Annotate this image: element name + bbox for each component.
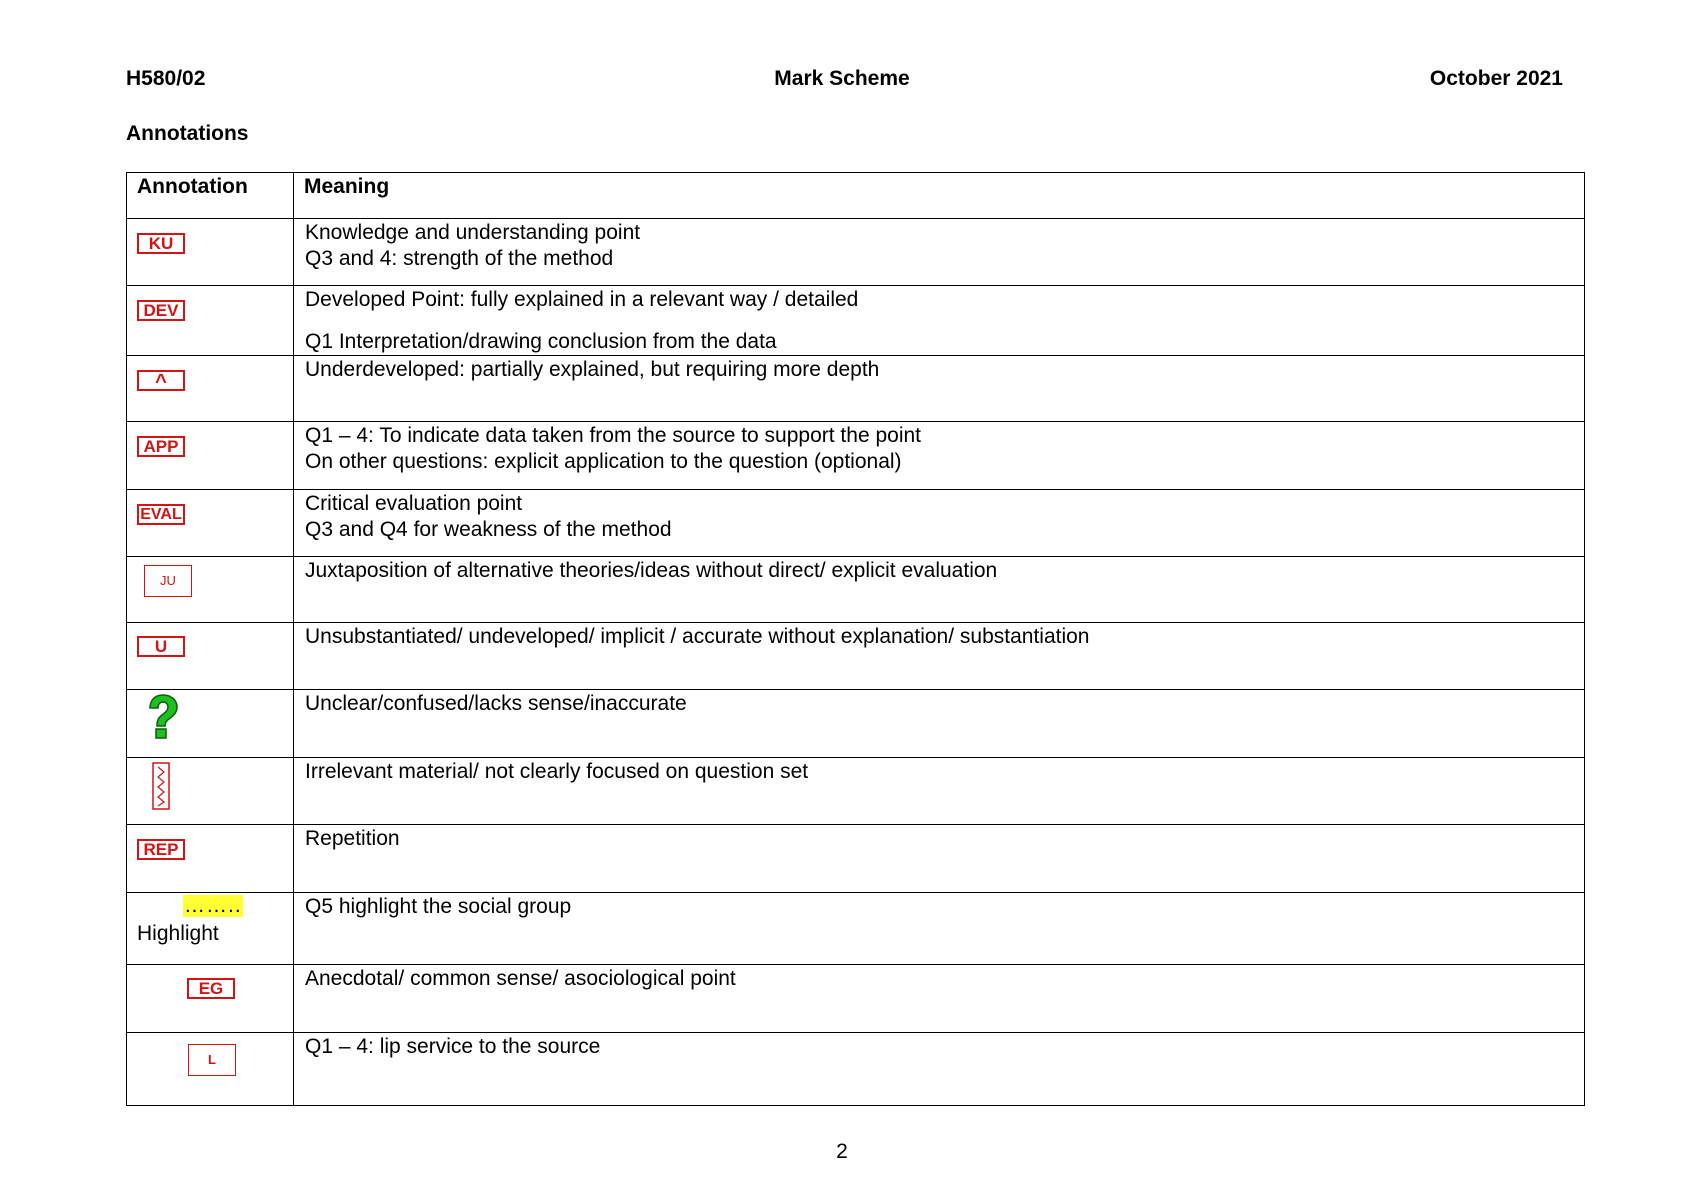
- highlight-label: Highlight: [137, 922, 219, 945]
- meaning-text: Developed Point: fully explained in a relevant way / detailed: [305, 288, 859, 311]
- meaning-cell: [294, 690, 1585, 758]
- meaning-text: Unsubstantiated/ undeveloped/ implicit / accurate without explanation/ substantiation: [305, 625, 1090, 648]
- eg-annotation-icon: EG: [187, 978, 235, 999]
- meaning-text: Unclear/confused/lacks sense/inaccurate: [305, 692, 687, 715]
- document-code: H580/02: [126, 67, 206, 90]
- meaning-cell: [294, 825, 1585, 893]
- annotation-cell: [127, 893, 294, 965]
- annotation-cell: [127, 965, 294, 1033]
- meaning-text: Q5 highlight the social group: [305, 895, 572, 918]
- caret-annotation-icon: ^: [137, 370, 185, 391]
- annotation-cell: [127, 286, 294, 356]
- annotation-cell: [127, 356, 294, 422]
- meaning-text: On other questions: explicit application to the question (optional): [305, 450, 902, 473]
- meaning-text: Q1 Interpretation/drawing conclusion from the data: [305, 330, 777, 353]
- u-annotation-icon: U: [137, 636, 185, 657]
- document-date: October 2021: [1429, 67, 1563, 90]
- l-annotation-icon: L: [188, 1044, 236, 1076]
- column-header-annotation: Annotation: [127, 173, 294, 219]
- annotation-cell: [127, 690, 294, 758]
- section-title: Annotations: [126, 122, 249, 145]
- table-row: [127, 557, 1585, 623]
- table-row: [127, 965, 1585, 1033]
- annotation-cell: [127, 557, 294, 623]
- meaning-text: Q1 – 4: lip service to the source: [305, 1035, 601, 1058]
- app-annotation-icon: APP: [137, 436, 185, 457]
- meaning-text: Repetition: [305, 827, 400, 850]
- rep-annotation-icon: REP: [137, 839, 185, 860]
- meaning-text: Anecdotal/ common sense/ asociological point: [305, 967, 736, 990]
- table-row: [127, 893, 1585, 965]
- column-header-meaning: Meaning: [294, 173, 1585, 219]
- meaning-text: Underdeveloped: partially explained, but requiring more depth: [305, 358, 880, 381]
- annotation-cell: [127, 758, 294, 825]
- meaning-text: Critical evaluation point: [305, 492, 523, 515]
- meaning-cell: [294, 758, 1585, 825]
- ju-annotation-icon: JU: [144, 565, 192, 597]
- eval-annotation-icon: EVAL: [137, 504, 185, 525]
- dev-annotation-icon: DEV: [137, 300, 185, 321]
- document-title: Mark Scheme: [774, 67, 910, 90]
- meaning-cell: [294, 557, 1585, 623]
- annotation-cell: [127, 623, 294, 690]
- annotation-cell: [127, 219, 294, 286]
- meaning-text: Irrelevant material/ not clearly focused on question set: [305, 760, 809, 783]
- table-row: [127, 422, 1585, 490]
- meaning-text: Knowledge and understanding point: [305, 221, 641, 244]
- table-row: [127, 356, 1585, 422]
- meaning-cell: [294, 893, 1585, 965]
- meaning-text: Q1 – 4: To indicate data taken from the source to support the point: [305, 424, 921, 447]
- page-number: 2: [836, 1140, 848, 1163]
- table-row: [127, 286, 1585, 356]
- question-mark-icon: [145, 694, 179, 740]
- meaning-text: Q3 and 4: strength of the method: [305, 247, 614, 270]
- meaning-cell: [294, 422, 1585, 490]
- highlight-swatch: ……..: [184, 894, 242, 917]
- table-row: [127, 758, 1585, 825]
- annotation-cell: [127, 1033, 294, 1106]
- table-row: [127, 825, 1585, 893]
- table-row: [127, 219, 1585, 286]
- meaning-cell: [294, 219, 1585, 286]
- table-row: [127, 623, 1585, 690]
- table-header-row: [127, 173, 1585, 219]
- annotation-cell: [127, 825, 294, 893]
- meaning-text: Juxtaposition of alternative theories/ideas without direct/ explicit evaluation: [305, 559, 998, 582]
- meaning-cell: [294, 965, 1585, 1033]
- meaning-cell: [294, 623, 1585, 690]
- table-row: [127, 490, 1585, 557]
- meaning-cell: [294, 286, 1585, 356]
- table-row: [127, 1033, 1585, 1106]
- annotation-cell: [127, 490, 294, 557]
- wavy-line-icon: [152, 762, 170, 810]
- table-row: [127, 690, 1585, 758]
- meaning-cell: [294, 1033, 1585, 1106]
- ku-annotation-icon: KU: [137, 233, 185, 254]
- meaning-text: Q3 and Q4 for weakness of the method: [305, 518, 672, 541]
- meaning-cell: [294, 356, 1585, 422]
- annotations-table: [126, 172, 1585, 1106]
- annotation-cell: [127, 422, 294, 490]
- meaning-cell: [294, 490, 1585, 557]
